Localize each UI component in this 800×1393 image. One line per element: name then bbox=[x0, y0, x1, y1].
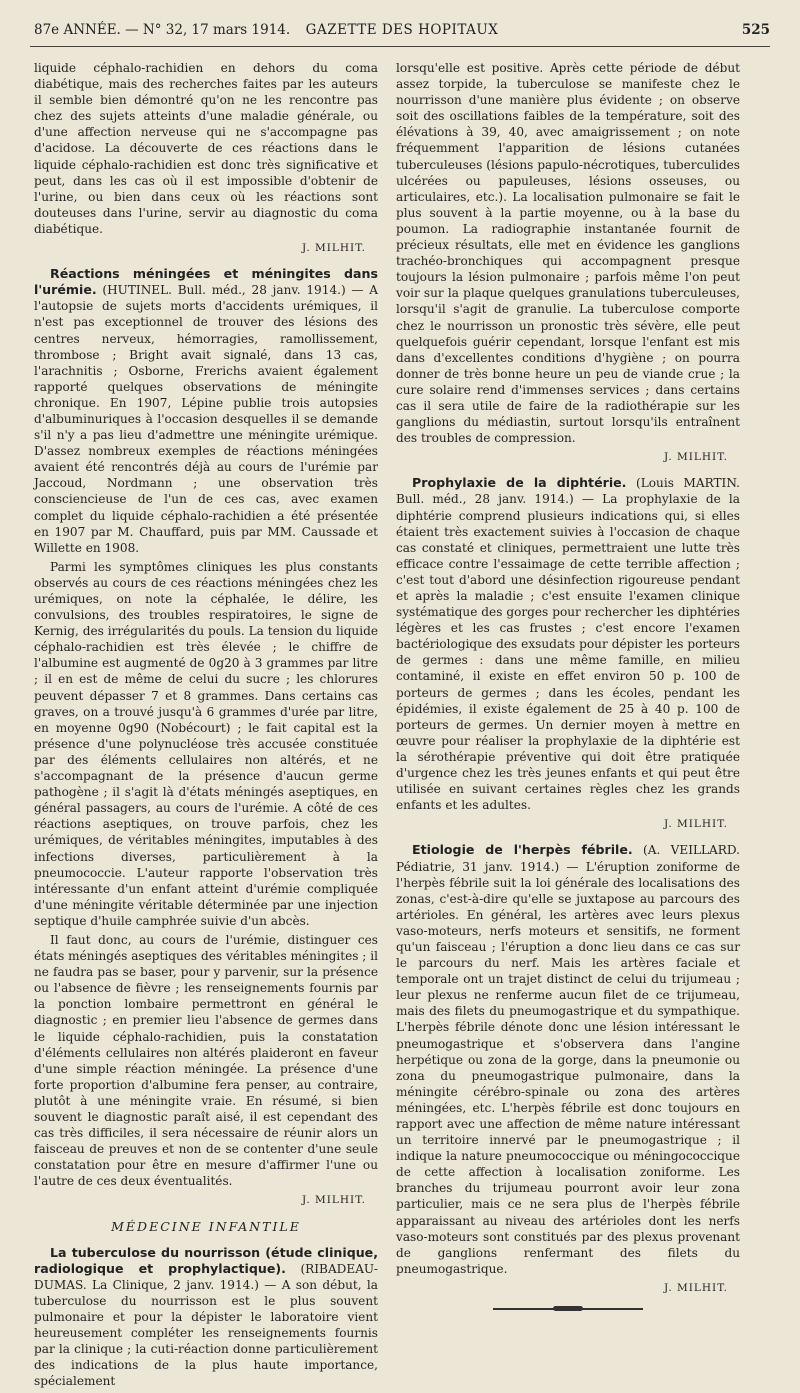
signature: J. MILHIT. bbox=[301, 242, 366, 255]
end-ornament bbox=[493, 1306, 643, 1312]
article-title: La tuberculose du nourrisson (étude clinique, radiologique et prophylactique). bbox=[34, 1244, 378, 1276]
article-paragraph: Parmi les symptômes cliniques les plus constants observés au cours de ces réactions méningées chez les urémiques, on note la céphalée, le délire, les convulsions, des troubles respiratoires, le signe de Kernig, des irrégularités du pouls. La tension du liquide céphalo-rachidien est très élevée ; le chiffre de l'albumine est augmenté de 0g20 à 3 grammes par litre ; il en est de même de celui du sucre ; les chlorures peuvent dépasser 7 et 8 grammes. Dans certains cas graves, on a trouvé jusqu'à 6 grammes d'urée par litre, en moyenne 0g90 (Nobécourt) ; le fait capital est la présence d'une polynucléose très accusée constituée par des éléments cellulaires non altérés, et ne s'accompagnant de la présence d'aucun germe pathogène ; il s'agit là d'états méningés aseptiques, en général passagers, au cours de l'urémie. A côté de ces réactions aseptiques, on trouve parfois, chez les urémiques, de véritables méningites, imputables à des infections diverses, particulièrement à la pneumococcie. L'auteur rapporte l'observation très intéressante d'un enfant atteint d'urémie compliquée d'une méningite véritable déterminée par une injection septique d'huile camphrée suivie d'un abcès. bbox=[34, 559, 378, 928]
signature: J. MILHIT. bbox=[301, 1194, 366, 1207]
header-rule bbox=[30, 46, 770, 47]
article-title: Réactions méningées et méningites dans l'urémie. bbox=[34, 266, 378, 298]
signature: J. MILHIT. bbox=[663, 818, 728, 831]
article-text: (HUTINEL. Bull. méd., 28 janv. 1914.) — A l'autopsie de sujets morts d'accidents urémiques, il n'est pas exceptionnel de trouver des lésions des centres nerveux, hémorragies, ramollissement, thrombose ; Bright avait signalé, dans 13 cas, l'arachnitis ; Osborne, Frerichs avaient également rapporté quelques observations de méningite chronique. En 1907, Lépine publie trois autopsies d'albuminuriques à l'occasion desquelles il se demande s'il n'y a pas lieu d'admettre une méningite urémique. D'assez nombreux exemples de réactions méningées avaient été rencontrés déjà au cours de l'urémie par Jaccoud, Nordmann ; une observation très consciencieuse de l'un de ces cas, avec examen complet du liquide céphalo-rachidien a été présentée en 1907 par M. Chauffard, puis par MM. Caussade et Willette en 1908. bbox=[34, 283, 378, 555]
article-title: Etiologie de l'herpès fébrile. bbox=[412, 842, 633, 858]
journal-title: GAZETTE DES HOPITAUX bbox=[305, 22, 499, 38]
page-number: 525 bbox=[741, 22, 770, 38]
article-tuberculose bbox=[34, 1245, 378, 1390]
article-herpes bbox=[396, 842, 740, 1296]
article-title: Prophylaxie de la diphtérie. bbox=[412, 475, 627, 491]
page-header bbox=[34, 22, 770, 44]
signature: J. MILHIT. bbox=[663, 1281, 728, 1294]
intro-paragraph: liquide céphalo-rachidien en dehors du coma diabétique, mais des recherches faites par les auteurs il semble bien démontré qu'on ne les rencontre pas chez des sujets atteints d'une maladie générale, ou d'une affection nerveuse qui ne s'accompagne pas d'acidose. La découverte de ces réactions dans le liquide céphalo-rachidien est donc très significative et peut, dans les cas où il est impossible d'obtenir de l'urine, ou bien dans ceux où les réactions sont douteuses dans l'urine, servir au diagnostic du coma diabétique. bbox=[34, 61, 378, 236]
article-text: (A. VEILLARD. Pédiatrie, 31 janv. 1914.) — L'éruption zoniforme de l'herpès fébrile suit la loi générale des localisations des zonas, c'est-à-dire qu'elle se juxtapose au parcours des artérioles. En général, les artères avec leurs plexus vaso-moteurs, nerfs moteurs et sensitifs, ne forment qu'un faisceau ; l'éruption a donc lieu dans ce cas sur le parcours du nerf. Mais les artères faciale et temporale ont un trajet distinct de celui du trijumeau ; leur plexus ne renferme aucun filet de ce trijumeau, mais des filets du pneumogastrique et du sympathique. L'herpès fébrile dénote donc une lésion intéressant le pneumogastrique et s'observera dans l'angine herpétique ou zona de la gorge, dans la pneumonie ou zona du pneumogastrique pulmonaire, dans la méningite cérébro-spinale ou zona des artères méningées, etc. L'herpès fébrile est donc toujours en rapport avec une affection de même nature intéressant un territoire innervé par le pneumogastrique ; il indique la nature pneumococcique ou méningococcique de cette affection à localisation zoniforme. Les branches du trijumeau pourront avoir leur zona particulier, mais ce ne sera plus de l'herpès fébrile apparaissant au niveau des artérioles dont les nerfs vaso-moteurs sont constitués par des plexus provenant de ganglions renfermant des filets du pneumogastrique. bbox=[396, 843, 740, 1276]
left-column bbox=[34, 60, 378, 1393]
article-text: (Louis MARTIN. Bull. méd., 28 janv. 1914.) — La prophylaxie de la diphtérie comprend plusieurs indications qui, si elles étaient très exactement suivies à l'occasion de chaque cas constaté et cliniques, permettraient une lutte très efficace contre l'essaimage de cette terrible affection ; c'est tout d'abord une désinfection rigoureuse pendant et après la maladie ; c'est ensuite l'examen clinique systématique des gorges pour rechercher les diphtéries légères et les cas frustes ; c'est encore l'examen bactériologique des exsudats pour dépister les porteurs de germes : dans une même famille, en milieu contaminé, il existe en effet environ 50 p. 100 de porteurs de germes ; dans les écoles, pendant les épidémies, il existe également de 25 à 40 p. 100 de porteurs de germes. Un dernier moyen à mettre en œuvre pour réaliser la prophylaxie de la diphtérie est la sérothérapie préventive qui doit être pratiquée d'urgence chez les très jeunes enfants et qui peut être utilisée en suivant certaines règles chez les grands enfants et les adultes. bbox=[396, 476, 740, 813]
article-uremie bbox=[34, 266, 378, 1208]
article-paragraph: Il faut donc, au cours de l'urémie, distinguer ces états méningés aseptiques des véritables méningites ; il ne faudra pas se baser, pour y parvenir, sur la présence ou l'absence de fièvre ; les renseignements fournis par la ponction lombaire permettront en général le diagnostic ; en premier lieu l'absence de germes dans le liquide céphalo-rachidien, puis la constatation d'éléments cellulaires non altérés plaideront en faveur d'une simple réaction méningée. La présence d'une forte proportion d'albumine fera penser, au contraire, plutôt à une méningite vraie. En résumé, si bien souvent le diagnostic paraît aisé, il est cependant des cas très difficiles, il sera nécessaire de réunir alors un faisceau de preuves et non de se contenter d'une seule constatation pour être en mesure d'affirmer l'une ou l'autre de ces deux éventualités. bbox=[34, 932, 378, 1189]
article-continuation: lorsqu'elle est positive. Après cette période de début assez torpide, la tuberculose se manifeste chez le nourrisson d'une manière plus évidente ; on observe soit des oscillations faibles de la température, soit des élévations à 39, 40, avec amaigrissement ; on note fréquemment l'apparition de lésions cutanées tuberculeuses (lésions papulo-nécrotiques, tuberculides ulcérées ou papuleuses, lésions osseuses, ou articulaires, etc.). La localisation pulmonaire se fait le plus souvent à la partie moyenne, ou à la base du poumon. La radiographie instantanée fournit de précieux résultats, elle met en évidence les ganglions trachéo-bronchiques qui accompagnent presque toujours la lésion pulmonaire ; parfois même l'on peut voir sur la plaque quelques granulations tuberculeuses, lorsqu'il s'agit de granulie. La tuberculose comporte chez le nourrisson un pronostic très sévère, elle peut quelquefois guérir cependant, lorsque l'enfant est mis dans d'excellentes conditions d'hygiène ; on pourra donner de très bonne heure un peu de viande crue ; la cure solaire rend d'immenses services ; dans certains cas il sera utile de faire de la radiothérapie sur les ganglions du médiastin, surtout lorsqu'ils entraînent des troubles de compression. bbox=[396, 61, 740, 446]
section-heading: MÉDECINE INFANTILE bbox=[111, 1218, 301, 1234]
article-diphterie bbox=[396, 475, 740, 832]
signature: J. MILHIT. bbox=[663, 451, 728, 464]
article-text: (RIBADEAU-DUMAS. La Clinique, 2 janv. 1914.) — A son début, la tuberculose du nourrisson est le plus souvent pulmonaire et pour la dépister le laboratoire vient heureusement compléter les renseignements fournis par la clinique ; la cuti-réaction donne particulièrement des indications de la plus haute importance, spécialement bbox=[34, 1261, 378, 1389]
issue-info: 87e ANNÉE. — N° 32, 17 mars 1914. bbox=[34, 22, 291, 38]
right-column bbox=[396, 60, 740, 1312]
